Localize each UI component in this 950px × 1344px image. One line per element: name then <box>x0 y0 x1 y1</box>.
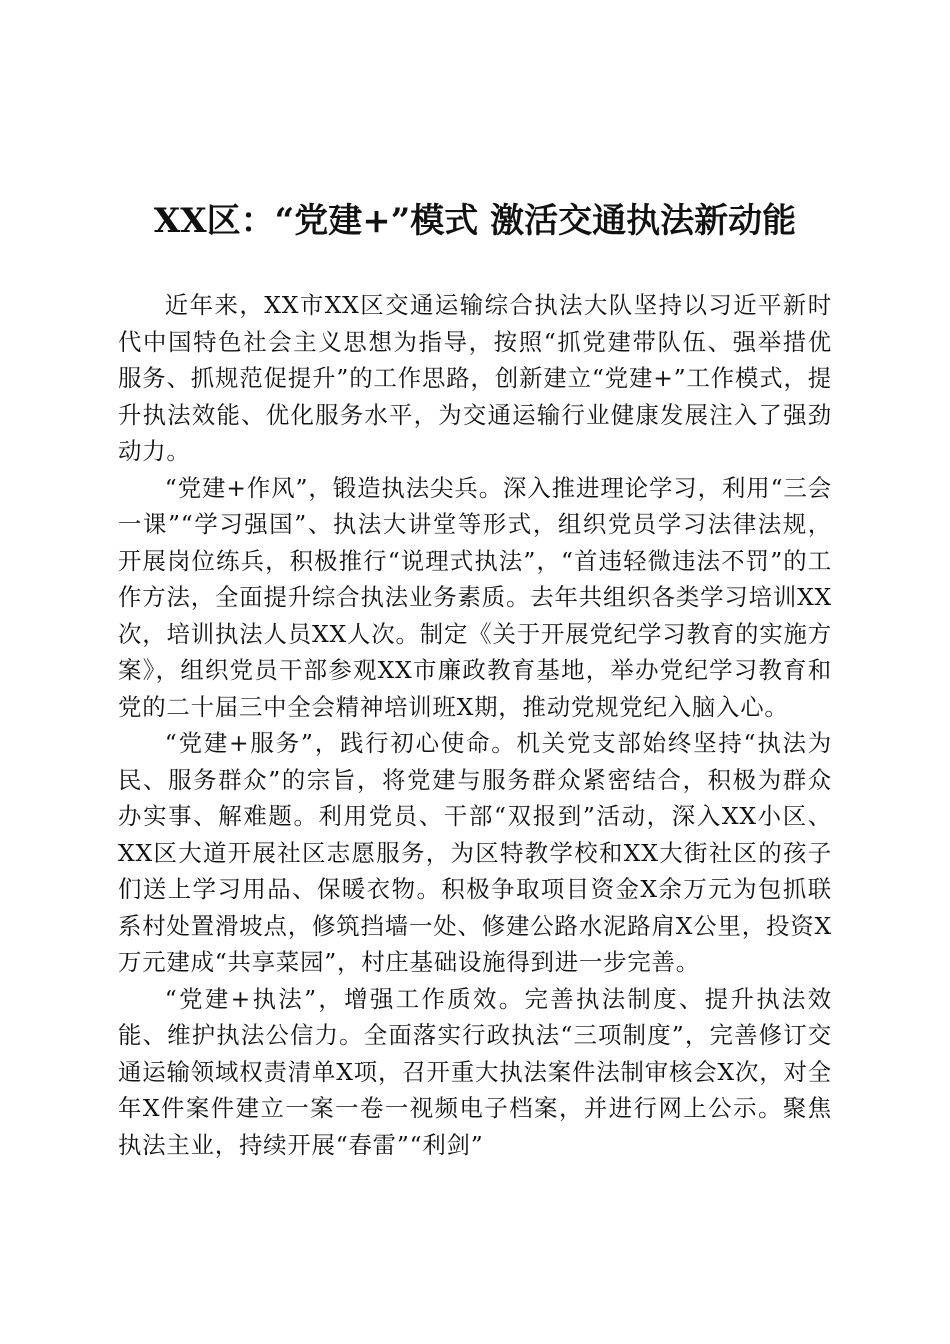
paragraph-party-enforcement: “党建+执法”，增强工作质效。完善执法制度、提升执法效能、维护执法公信力。全面落实行政执法“三项制度”，完善修订交通运输领域权责清单X项，召开重大执法案件法制审核会X次，对全年X件案件建立一案一卷一视频电子档案，并进行网上公示。聚焦执法主业，持续开展“春雷”“利剑” <box>118 984 832 1159</box>
document-title: XX区：“党建+”模式 激活交通执法新动能 <box>153 201 797 241</box>
paragraph-party-style: “党建+作风”，锻造执法尖兵。深入推进理论学习，利用“三会一课”“学习强国”、执法大讲堂等形式，组织党员学习法律法规，开展岗位练兵，积极推行“说理式执法”，“首违轻微违法不罚”的工作方法，全面提升综合执法业务素质。去年共组织各类学习培训XX次，培训执法人员XX人次。制定《关于开展党纪学习教育的实施方案》，组织党员干部参观XX市廉政教育基地，举办党纪学习教育和党的二十届三中全会精神培训班X期，推动党规党纪入脑入心。 <box>118 473 832 721</box>
paragraph-intro: 近年来，XX市XX区交通运输综合执法大队坚持以习近平新时代中国特色社会主义思想为指导，按照“抓党建带队伍、强举措优服务、抓规范促提升”的工作思路，创新建立“党建+”工作模式，提升执法效能、优化服务水平，为交通运输行业健康发展注入了强劲动力。 <box>118 291 832 465</box>
document-body <box>118 287 832 1163</box>
paragraph-party-service: “党建+服务”，践行初心使命。机关党支部始终坚持“执法为民、服务群众”的宗旨，将党建与服务群众紧密结合，积极为群众办实事、解难题。利用党员、干部“双报到”活动，深入XX小区、XX区大道开展社区志愿服务，为区特教学校和XX大街社区的孩子们送上学习用品、保暖衣物。积极争取项目资金X余万元为包抓联系村处置滑坡点，修筑挡墙一处、修建公路水泥路肩X公里，投资X万元建成“共享菜园”，村庄基础设施得到进一步完善。 <box>118 729 832 976</box>
